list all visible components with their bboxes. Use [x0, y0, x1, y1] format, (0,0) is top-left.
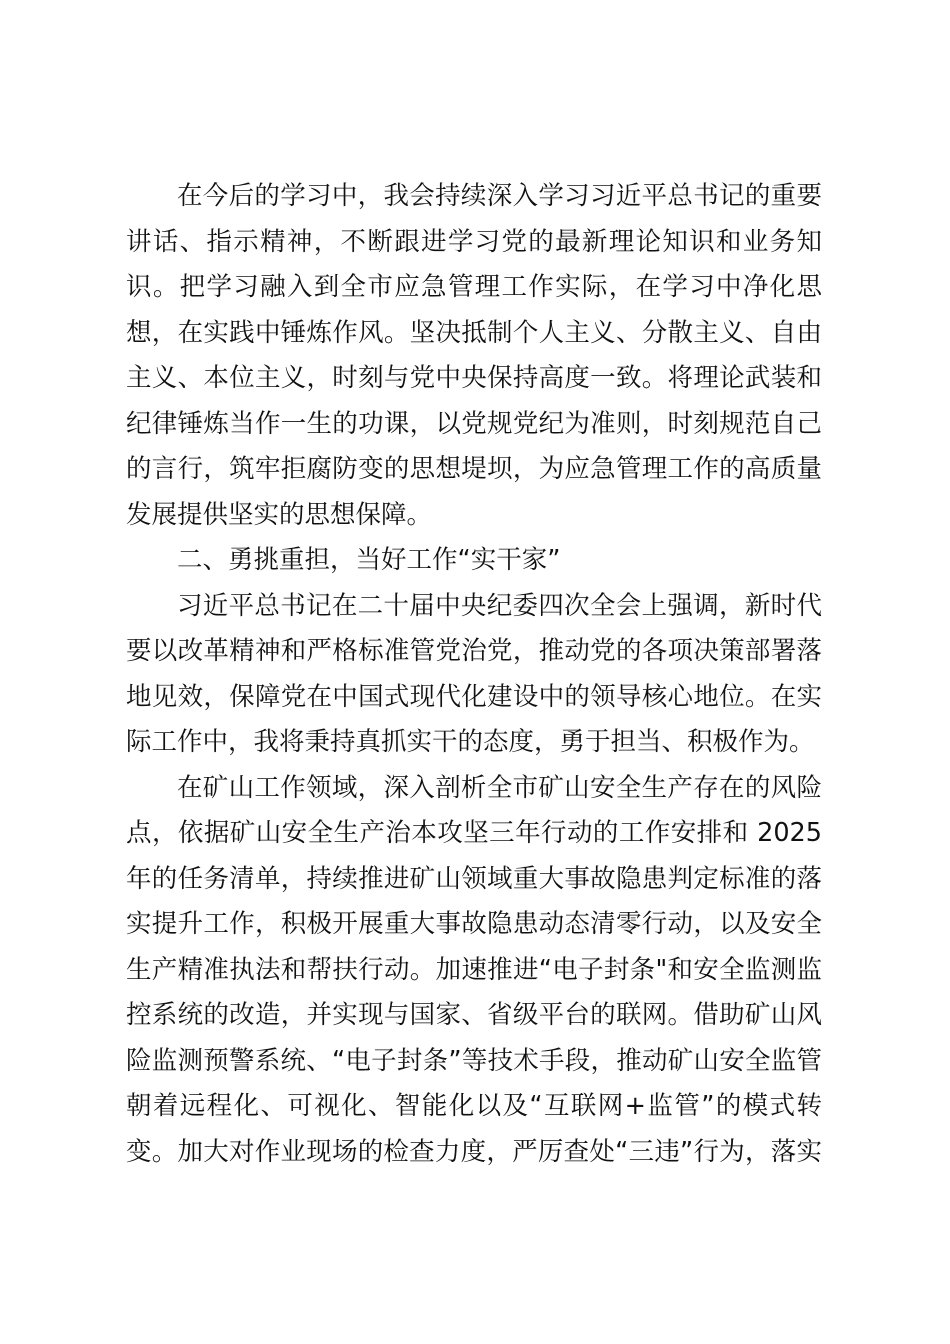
body-text — [126, 174, 822, 1175]
text-line: 发展提供坚实的思想保障。 — [126, 499, 433, 530]
section-heading — [126, 538, 822, 584]
text-line: 点，依据矿山安全生产治本攻坚三年行动的工作安排和 2025 — [126, 818, 822, 848]
text-line: 变。加大对作业现场的检查力度，严厉查处“三违”行为，落实 — [126, 1136, 822, 1167]
paragraph-2 — [126, 584, 822, 766]
text-line: 识。把学习融入到全市应急管理工作实际，在学习中净化思 — [126, 272, 822, 302]
text-line: 想，在实践中锤炼作风。坚决抵制个人主义、分散主义、自由 — [126, 317, 822, 348]
text-line: 地见效，保障党在中国式现代化建设中的领导核心地位。在实 — [126, 681, 822, 712]
text-line: 要以改革精神和严格标准管党治党，推动党的各项决策部署落 — [126, 636, 822, 666]
paragraph-3 — [126, 766, 822, 1176]
text-line: 生产精准执法和帮扶行动。加速推进“电子封条"和安全监测监 — [126, 954, 822, 985]
text-line: 讲话、指示精神，不断跟进学习党的最新理论知识和业务知 — [126, 226, 822, 257]
text-line: 控系统的改造，并实现与国家、省级平台的联网。借助矿山风 — [126, 1000, 822, 1030]
text-line: 在矿山工作领域，深入剖析全市矿山安全生产存在的风险 — [177, 772, 822, 803]
text-line: 朝着远程化、可视化、智能化以及“互联网+监管”的模式转 — [126, 1091, 822, 1121]
text-line: 险监测预警系统、“电子封条”等技术手段，推动矿山安全监管 — [126, 1045, 822, 1076]
paragraph-1 — [126, 174, 822, 538]
heading-text: 二、勇挑重担，当好工作“实干家” — [177, 545, 561, 575]
text-line: 习近平总书记在二十届中央纪委四次全会上强调，新时代 — [177, 590, 822, 621]
text-line: 际工作中，我将秉持真抓实干的态度，勇于担当、积极作为。 — [126, 727, 815, 757]
text-line: 在今后的学习中，我会持续深入学习习近平总书记的重要 — [177, 181, 822, 211]
text-line: 纪律锤炼当作一生的功课，以党规党纪为准则，时刻规范自己 — [126, 408, 822, 439]
text-line: 主义、本位主义，时刻与党中央保持高度一致。将理论武装和 — [126, 363, 822, 393]
text-line: 年的任务清单，持续推进矿山领域重大事故隐患判定标准的落 — [126, 863, 822, 894]
text-line: 实提升工作，积极开展重大事故隐患动态清零行动，以及安全 — [126, 909, 822, 939]
text-line: 的言行，筑牢拒腐防变的思想堤坝，为应急管理工作的高质量 — [126, 454, 822, 484]
